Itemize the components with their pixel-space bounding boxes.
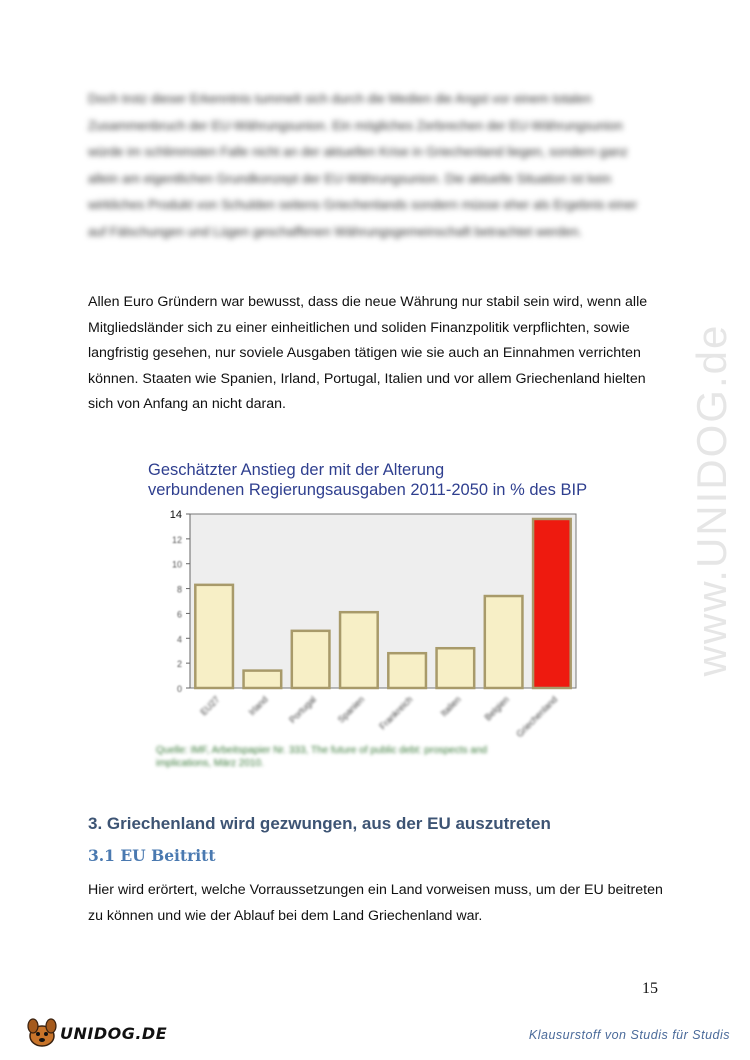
x-labels <box>199 694 560 739</box>
logo <box>22 1014 168 1050</box>
body-paragraph: Allen Euro Gründern war bewusst, dass die neue Währung nur stabil sein wird, wenn alle Mitgliedsländer sich zu einer einheitlichen und soliden Finanzpolitik verpflichten, sowie langfristig gesehen, nur soviele Ausgaben tätigen wie sie auch an Einnahmen verrichten können. Staaten wie Spanien, Irland, Portugal, Italien und vor allem Griechenland hielten sich von Anfang an nicht daran. <box>88 294 648 412</box>
y-tick-label: 0 <box>176 684 182 694</box>
logo-text: UNIDOG.DE <box>60 1024 168 1043</box>
section-heading: 3. Griechenland wird gezwungen, aus der EU auszutreten <box>88 814 551 833</box>
bar-irland <box>244 671 282 688</box>
bar-griechenland <box>533 519 571 688</box>
x-tick-label: EU27 <box>198 694 222 718</box>
y-tick-label: 14 <box>169 509 182 521</box>
footer-tagline: Klausurstoff von Studis für Studis <box>528 1028 730 1042</box>
bar-chart <box>140 458 600 748</box>
y-tick-label: 4 <box>176 634 182 645</box>
y-tick-label: 12 <box>171 534 182 545</box>
chart-title-line1: Geschätzter Anstieg der mit der Alterung <box>148 461 445 479</box>
bar-eu27 <box>195 585 233 688</box>
subsection-heading: 3.1 EU Beitritt <box>88 846 216 865</box>
y-tick-label: 10 <box>171 559 182 570</box>
x-tick-label: Italien <box>438 694 463 719</box>
chart-source: Quelle: IMF, Arbeitspapier Nr. 333, The future of public debt: prospects and implications, März 2010. <box>156 745 488 769</box>
bar-italien <box>437 648 475 688</box>
x-tick-label: Irland <box>246 694 270 718</box>
page-number: 15 <box>642 980 658 997</box>
bar-belgien <box>485 596 523 688</box>
y-ticks <box>170 509 190 694</box>
chart <box>140 458 600 778</box>
body-paragraph-2: Hier wird erörtert, welche Vorraussetzungen ein Land vorweisen muss, um der EU beitreten zu können und wie der Ablauf bei dem Land Griechenland war. <box>88 882 663 924</box>
y-tick-label: 6 <box>176 609 182 620</box>
x-tick-label: Portugal <box>287 694 319 726</box>
bar-portugal <box>292 631 330 688</box>
watermark-text: www.UNIDOG.de <box>688 323 735 677</box>
x-tick-label: Spanien <box>335 694 367 725</box>
bar-spanien <box>340 612 378 688</box>
y-tick-label: 2 <box>176 659 182 670</box>
bar-frankreich <box>388 653 426 688</box>
x-tick-label: Griechenland <box>514 694 560 740</box>
chart-title-line2: verbundenen Regierungsausgaben 2011-2050 in % des BIP <box>148 481 588 499</box>
dog-icon <box>22 1014 62 1050</box>
x-tick-label: Belgien <box>482 694 512 723</box>
y-tick-label: 8 <box>176 584 182 595</box>
x-tick-label: Frankreich <box>377 694 415 732</box>
blurred-paragraph: Doch trotz dieser Erkenntnis tummelt sich durch die Medien die Angst vor einem totalen Zusammenbruch der EU-Währungsunion. Ein mögliches Zerbrechen der EU-Währungsunion würde im schlimmsten Falle nicht an der aktuellen Krise in Griechenland liegen, sondern ganz allein am eigentlichen Grundkonzept der EU-Währungsunion. Die aktuelle Situation ist kein wirkliches Produkt von Schulden seitens Griechenlands sondern müsse eher als Ergebnis einer auf Fälschungen und Lügen geschaffenen Währungsgemeinschaft betrachtet werden. <box>88 91 638 239</box>
